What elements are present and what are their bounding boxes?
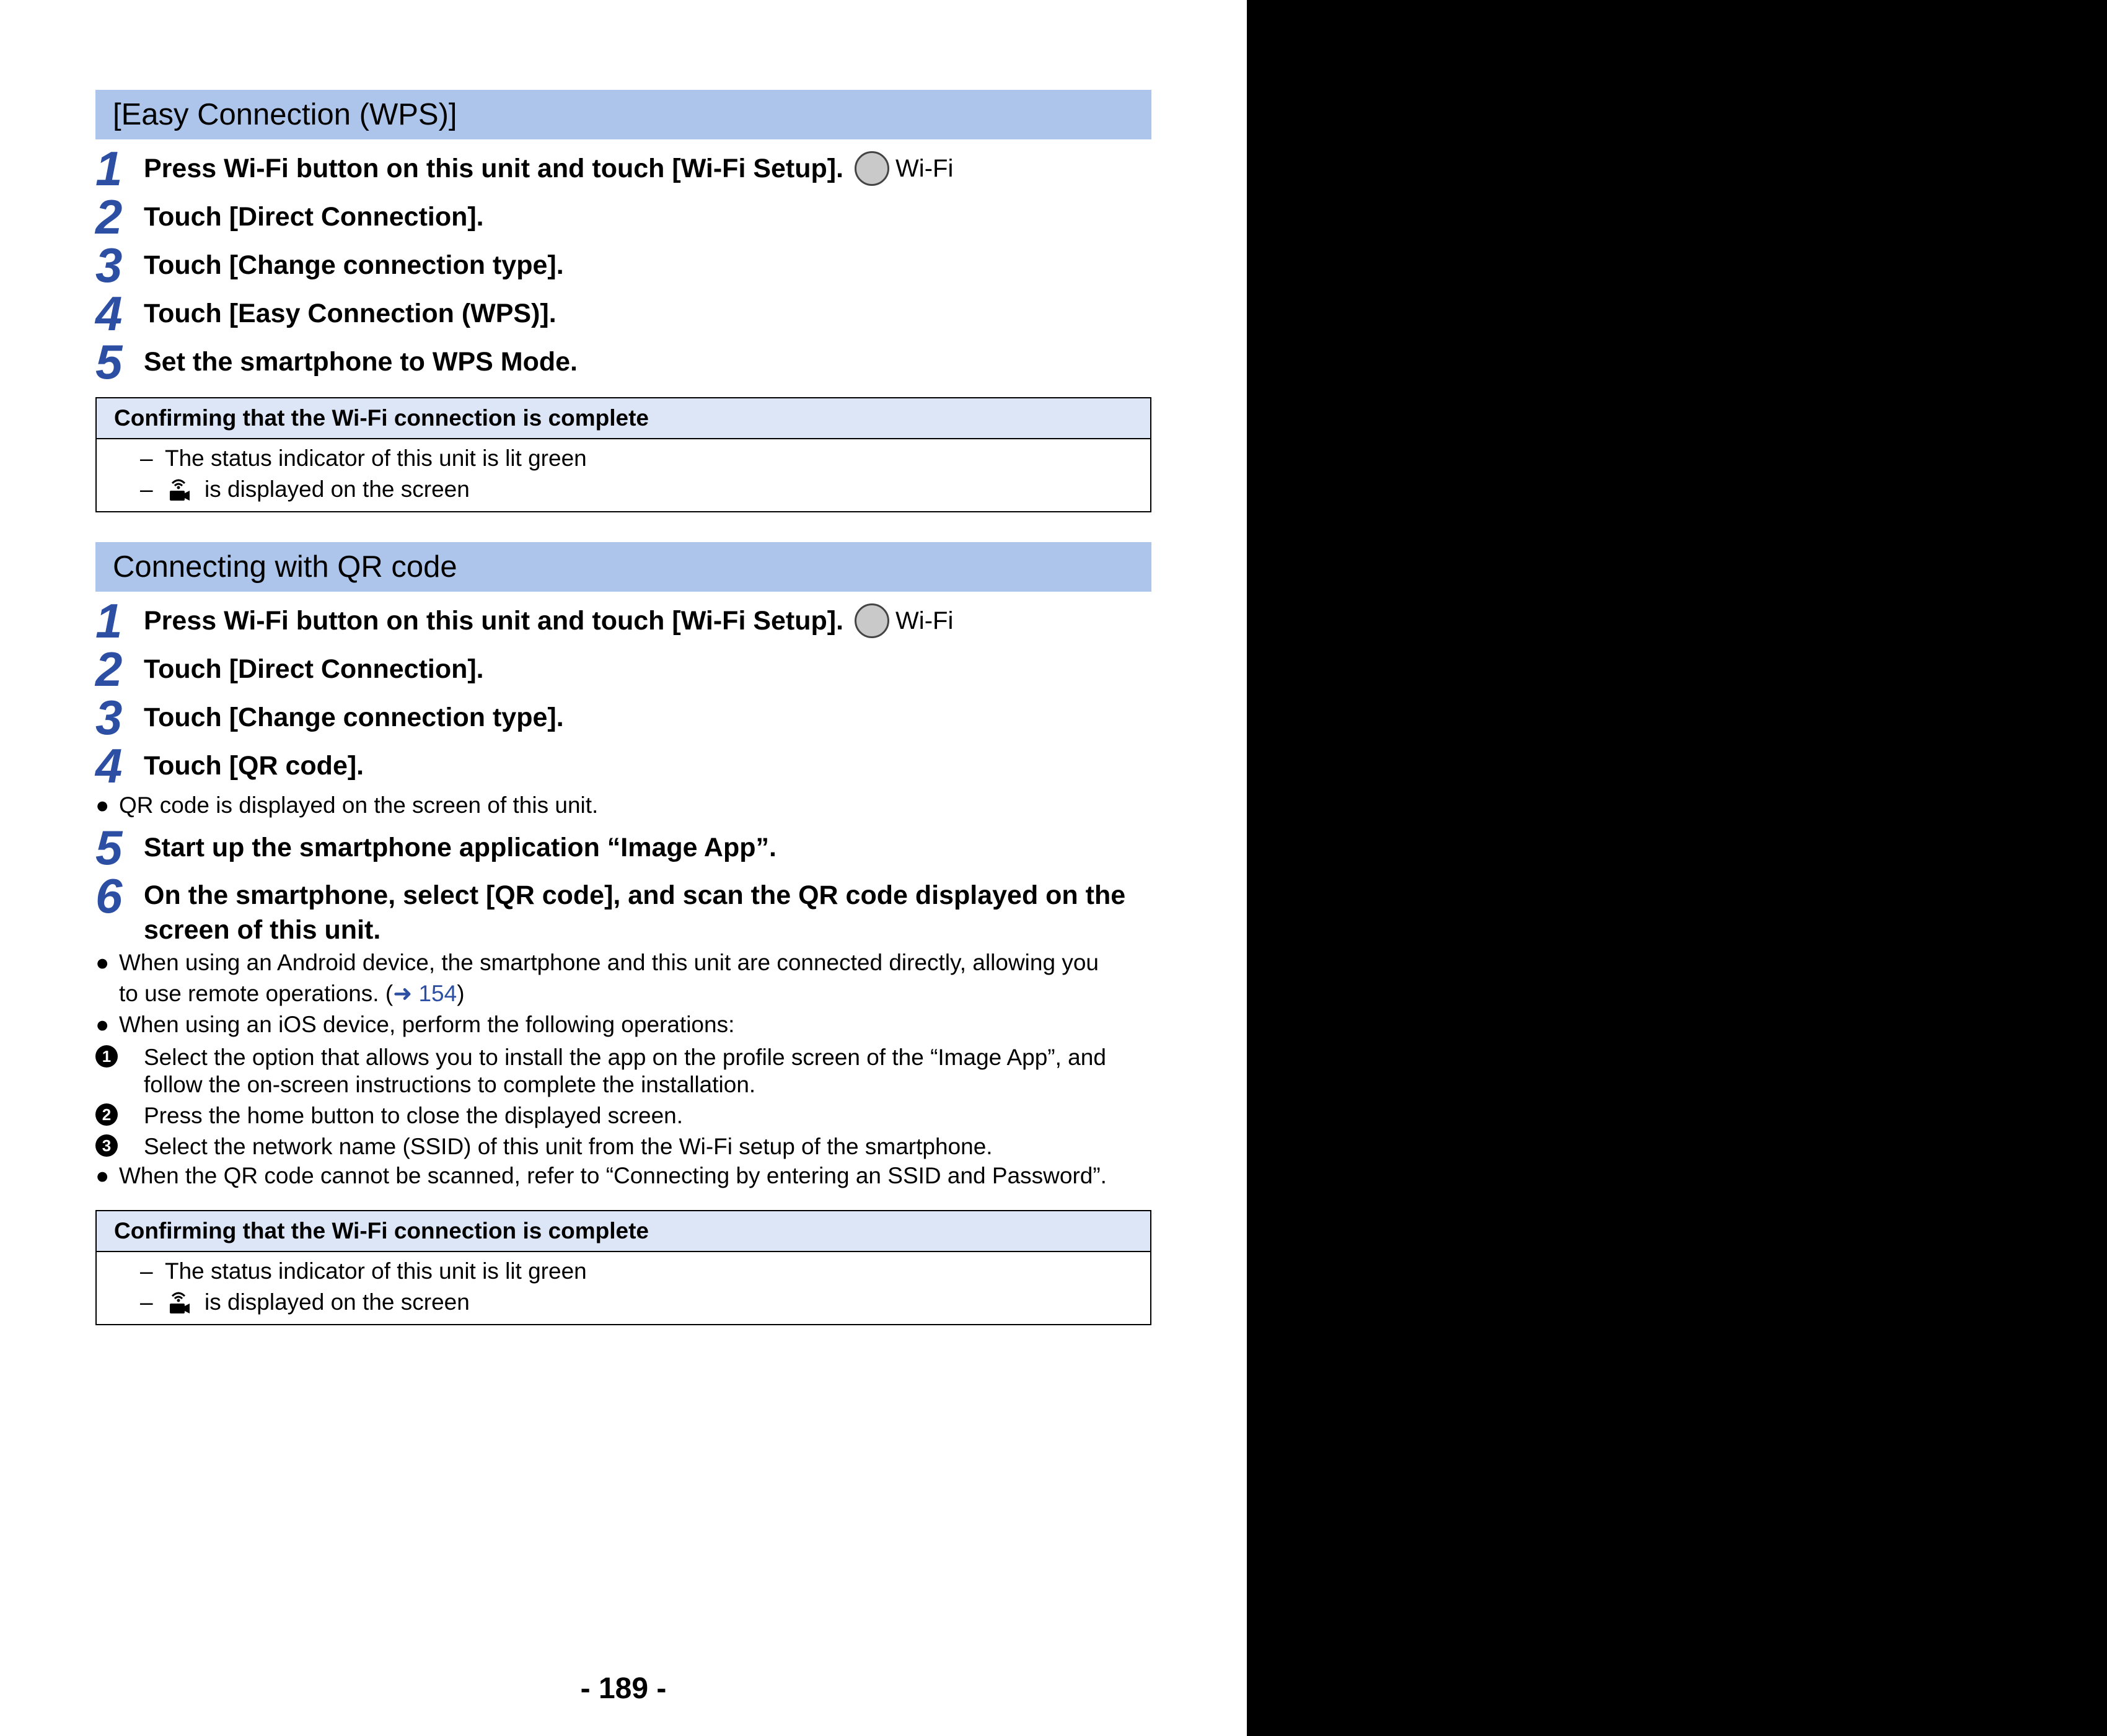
dash-mark: – <box>140 1289 153 1315</box>
note-ios: ● When using an iOS device, perform the following operations: <box>95 1009 1151 1040</box>
step-text: Touch [Direct Connection]. <box>144 202 484 232</box>
qr-step-5 <box>95 820 1151 875</box>
note-android: ● When using an Android device, the smartphone and this unit are connected directly, allowing you to use remote operations. (➜ 154) <box>95 947 1151 1009</box>
qr-step-2 <box>95 642 1151 696</box>
step-number: 1 <box>95 141 123 196</box>
confirm-line: – is displayed on the screen <box>140 1289 470 1315</box>
step-text: Touch [Change connection type]. <box>144 703 564 732</box>
qr-section-title: Connecting with QR code <box>95 542 1151 592</box>
qr-confirm-box <box>95 1210 1151 1325</box>
note-qr-fail: ● When the QR code cannot be scanned, refer to “Connecting by entering an SSID and Password”. <box>95 1160 1151 1191</box>
ios-step-3: 3 Select the network name (SSID) of this unit from the Wi-Fi setup of the smartphone. <box>95 1133 1151 1160</box>
qr-step-4 <box>95 739 1151 793</box>
step-number: 5 <box>95 335 123 389</box>
step-number: 5 <box>95 820 123 875</box>
wifi-button-label: Wi-Fi <box>895 607 954 634</box>
wps-step-3 <box>95 238 1151 292</box>
circled-number-icon: 1 <box>95 1045 118 1067</box>
confirm-box-title: Confirming that the Wi-Fi connection is complete <box>97 398 1150 439</box>
qr-step-6: 6 On the smartphone, select [QR code], and scan the QR code displayed on the screen of this unit. <box>95 869 1126 945</box>
bullet-mark: ● <box>95 1163 110 1188</box>
step-text: Touch [Change connection type]. <box>144 250 564 280</box>
wifi-camera-icon <box>165 1289 192 1316</box>
note-step4: ● QR code is displayed on the screen of this unit. <box>95 790 1151 821</box>
page-number: - 189 - <box>580 1672 667 1705</box>
step-text: Touch [Direct Connection]. <box>144 654 484 684</box>
page-link[interactable]: ➜ 154 <box>393 981 457 1006</box>
wps-section-title: [Easy Connection (WPS)] <box>95 90 1151 139</box>
wps-steps <box>95 139 1151 389</box>
step-text: Set the smartphone to WPS Mode. <box>144 347 578 377</box>
dash-mark: – <box>140 1258 153 1284</box>
step-text: Press Wi-Fi button on this unit and touch [Wi-Fi Setup]. <box>144 606 844 636</box>
step-number: 1 <box>95 594 123 648</box>
dash-mark: – <box>140 445 153 471</box>
step-number: 2 <box>95 190 123 244</box>
button-circle-icon <box>855 151 889 186</box>
step-number: 3 <box>95 690 123 745</box>
circled-number-icon: 3 <box>95 1134 118 1157</box>
qr-step-3 <box>95 690 1151 745</box>
wps-confirm-box <box>95 397 1151 512</box>
bullet-mark: ● <box>95 792 110 818</box>
step-number: 2 <box>95 642 123 696</box>
wps-step-5 <box>95 335 1151 389</box>
qr-step-1 <box>95 594 1151 648</box>
wps-step-4 <box>95 286 1151 341</box>
bullet-mark: ● <box>95 950 110 975</box>
confirm-line: – is displayed on the screen <box>140 476 470 502</box>
page-content <box>95 90 1151 1325</box>
step-text: Start up the smartphone application “Image App”. <box>144 833 776 862</box>
step-text: Touch [Easy Connection (WPS)]. <box>144 299 556 328</box>
step-number: 6 <box>95 869 123 923</box>
step-number: 4 <box>95 286 123 341</box>
confirm-box-title: Confirming that the Wi-Fi connection is complete <box>97 1211 1150 1252</box>
confirm-line: – The status indicator of this unit is lit green <box>140 445 587 471</box>
circled-number-icon: 2 <box>95 1103 118 1126</box>
wifi-camera-icon <box>165 476 192 503</box>
wifi-button-label: Wi-Fi <box>895 155 954 182</box>
ios-step-2: 2 Press the home button to close the displayed screen. <box>95 1102 1151 1129</box>
bullet-mark: ● <box>95 1012 110 1037</box>
step-text: Press Wi-Fi button on this unit and touch [Wi-Fi Setup]. <box>144 154 844 183</box>
dash-mark: – <box>140 476 153 502</box>
wps-step-2 <box>95 190 1151 244</box>
button-circle-icon <box>855 603 889 638</box>
qr-steps <box>95 592 1151 1191</box>
confirm-line: – The status indicator of this unit is lit green <box>140 1258 587 1284</box>
wifi-button-illustration <box>855 144 953 193</box>
step-number: 3 <box>95 238 123 292</box>
wps-step-1 <box>95 141 1151 196</box>
wifi-button-illustration <box>855 597 953 645</box>
step-number: 4 <box>95 739 123 793</box>
step-text: Touch [QR code]. <box>144 751 364 781</box>
ios-step-1: 1 Select the option that allows you to install the app on the profile screen of the “Image App”, and follow the on-screen instructions to complete the installation. <box>95 1044 1151 1098</box>
